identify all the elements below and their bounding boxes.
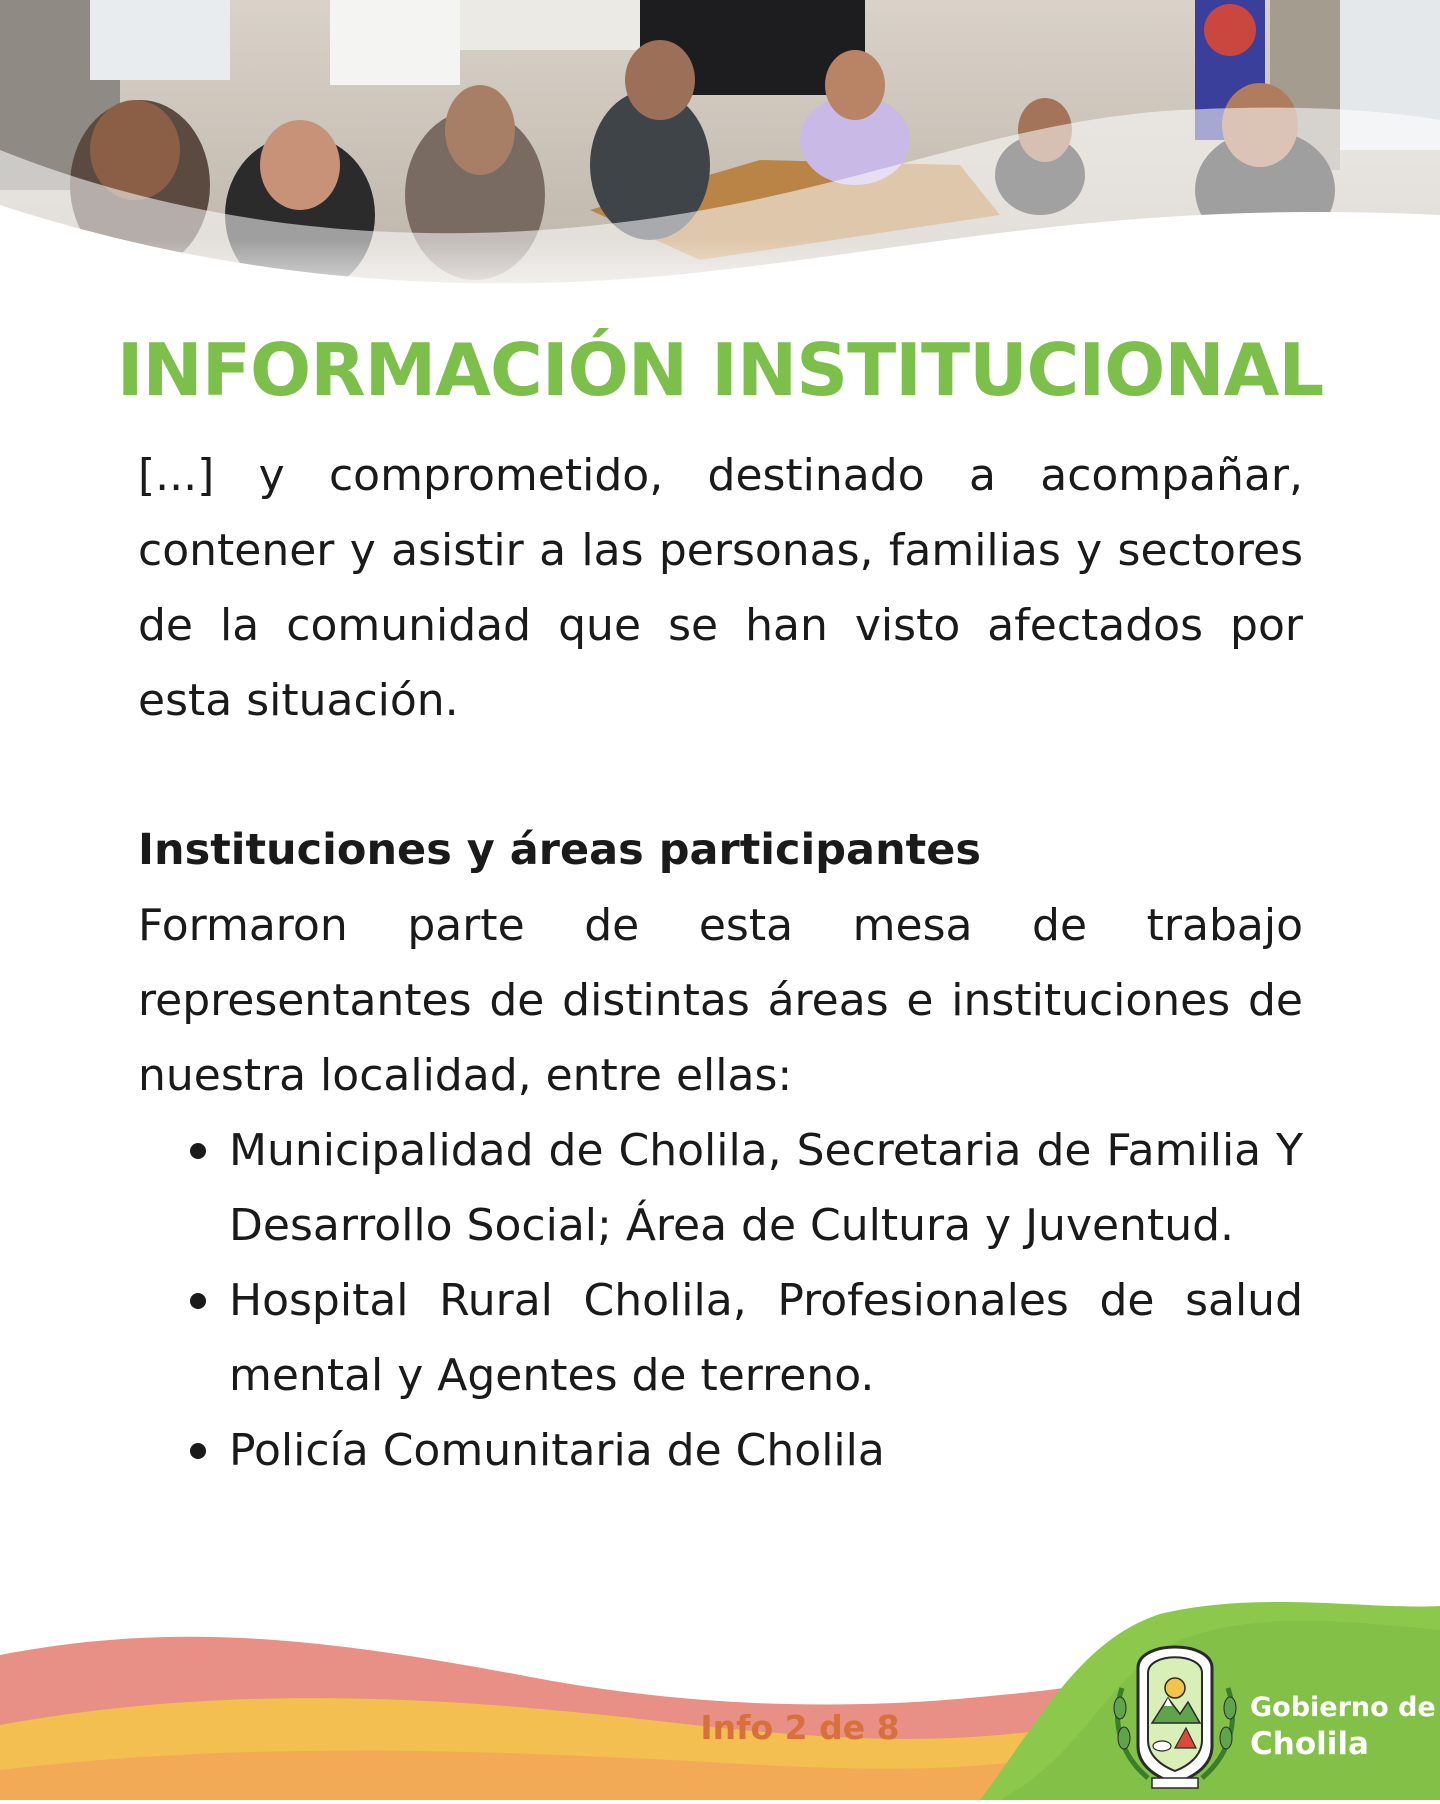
page-title: INFORMACIÓN INSTITUCIONAL	[116, 328, 1324, 412]
section-paragraph: Formaron parte de esta mesa de trabajo representantes de distintas áreas e instituciones de nuestra localidad, entre ellas:	[138, 900, 1303, 1101]
page-counter: Info 2 de 8	[700, 1708, 900, 1747]
header-photo	[0, 0, 1440, 320]
main-content	[138, 438, 1303, 1488]
intro-paragraph: [...] y comprometido, destinado a acompañar, contener y asistir a las personas, familias y sectores de la comunidad que se han visto afectados por esta situación.	[138, 450, 1303, 726]
list-item	[138, 1413, 1303, 1488]
list-item-text: Policía Comunitaria de Cholila	[229, 1425, 885, 1476]
list-item	[138, 1263, 1303, 1413]
cholila-crest-icon	[1108, 1628, 1242, 1793]
bullet-icon	[190, 1293, 206, 1309]
list-item-text: Hospital Rural Cholila, Profesionales de salud mental y Agentes de terreno.	[229, 1275, 1303, 1401]
list-item	[138, 1113, 1303, 1263]
paragraph-spacer	[138, 738, 1303, 813]
list-item-text: Municipalidad de Cholila, Secretaria de Familia Y Desarrollo Social; Área de Cultura y Juventud.	[229, 1125, 1303, 1251]
bullet-icon	[190, 1143, 206, 1159]
brand-line-1: Gobierno de	[1250, 1692, 1436, 1723]
bullet-icon	[190, 1443, 206, 1459]
brand-line-2: Cholila	[1250, 1726, 1369, 1762]
section-heading: Instituciones y áreas participantes	[138, 825, 981, 875]
meeting-photo-illustration	[0, 0, 1440, 320]
brand-logo-text	[1250, 1690, 1436, 1762]
institutions-list	[138, 1113, 1303, 1488]
